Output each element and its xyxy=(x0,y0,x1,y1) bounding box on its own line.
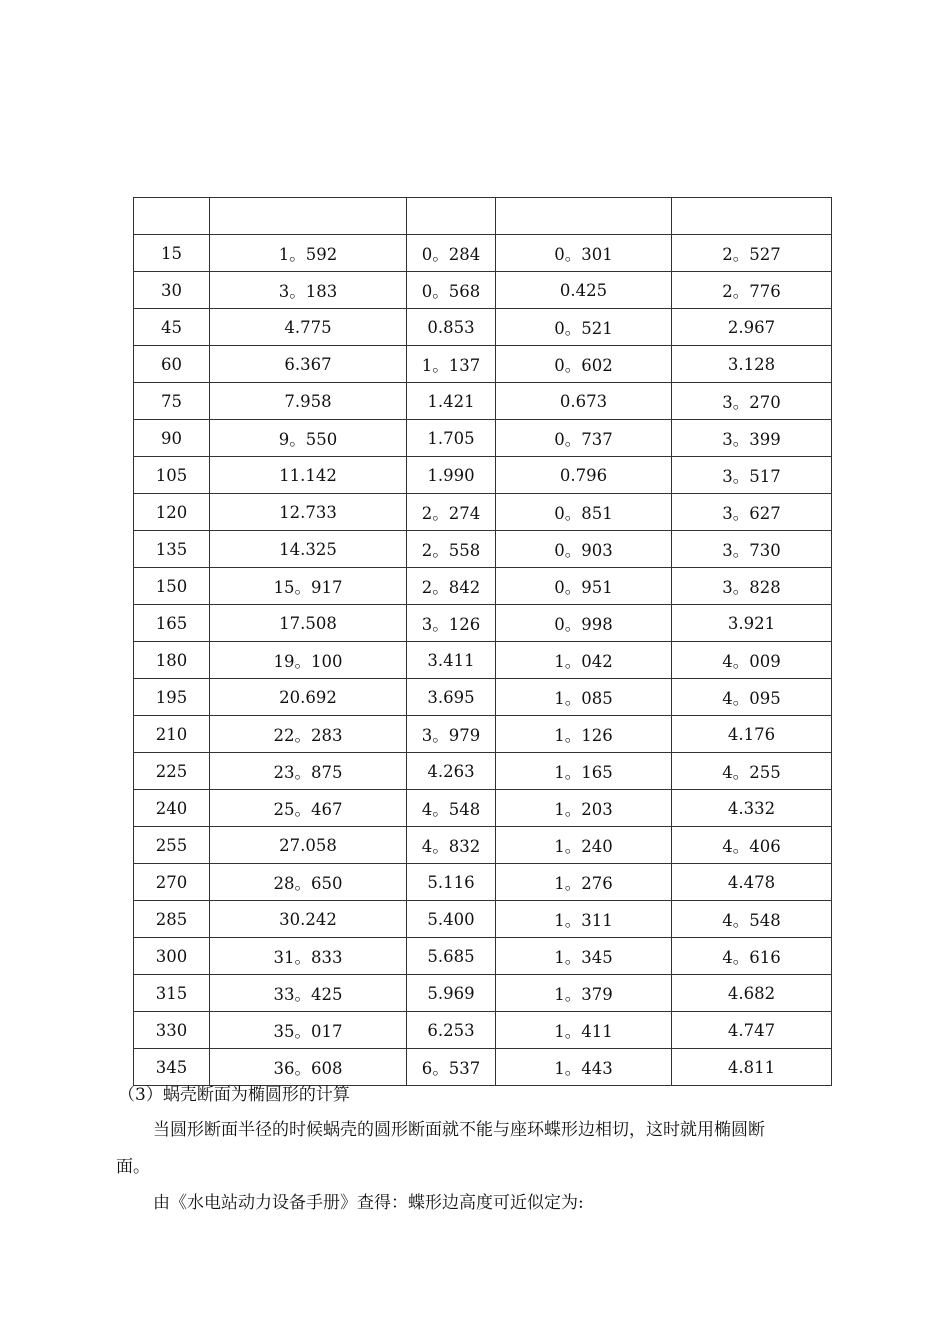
value-cell: 3。730 xyxy=(672,531,832,568)
paragraph: 由《水电站动力设备手册》查得：蝶形边高度可近似定为: xyxy=(153,1193,584,1213)
value-cell: 2。558 xyxy=(407,531,496,568)
value-cell: 1。137 xyxy=(407,346,496,383)
value-cell: 20.692 xyxy=(210,679,407,716)
value-cell: 2。527 xyxy=(672,235,832,272)
value-cell: 2。274 xyxy=(407,494,496,531)
value-cell: 0。737 xyxy=(496,420,672,457)
value-cell: 4.176 xyxy=(672,716,832,753)
angle-cell: 75 xyxy=(134,383,210,420)
value-cell: 0。602 xyxy=(496,346,672,383)
value-cell: 33。425 xyxy=(210,975,407,1012)
table-body xyxy=(134,198,832,1086)
value-cell: 17.508 xyxy=(210,605,407,642)
value-cell: 3.921 xyxy=(672,605,832,642)
value-cell: 2.967 xyxy=(672,309,832,346)
value-cell: 1。443 xyxy=(496,1049,672,1086)
paragraph-continuation: 面。 xyxy=(116,1157,150,1177)
value-cell: 3。126 xyxy=(407,605,496,642)
value-cell: 6。537 xyxy=(407,1049,496,1086)
value-cell: 3.411 xyxy=(407,642,496,679)
value-cell: 1.990 xyxy=(407,457,496,494)
value-cell: 4。009 xyxy=(672,642,832,679)
section-heading: （3）蜗壳断面为椭圆形的计算 xyxy=(118,1085,350,1105)
value-cell: 15。917 xyxy=(210,568,407,605)
value-cell: 1。126 xyxy=(496,716,672,753)
value-cell: 5.685 xyxy=(407,938,496,975)
table-row xyxy=(134,457,832,494)
value-cell: 3。183 xyxy=(210,272,407,309)
angle-cell: 240 xyxy=(134,790,210,827)
value-cell: 1.421 xyxy=(407,383,496,420)
value-cell: 23。875 xyxy=(210,753,407,790)
value-cell: 0。951 xyxy=(496,568,672,605)
table-row xyxy=(134,568,832,605)
value-cell: 3。627 xyxy=(672,494,832,531)
table-row xyxy=(134,235,832,272)
data-table xyxy=(133,197,832,1086)
value-cell: 0。568 xyxy=(407,272,496,309)
value-cell: 6.253 xyxy=(407,1012,496,1049)
value-cell: 4.263 xyxy=(407,753,496,790)
value-cell: 5.969 xyxy=(407,975,496,1012)
table-row xyxy=(134,753,832,790)
table-row xyxy=(134,827,832,864)
value-cell: 4。548 xyxy=(407,790,496,827)
value-cell: 1。411 xyxy=(496,1012,672,1049)
table-row xyxy=(134,938,832,975)
value-cell: 5.400 xyxy=(407,901,496,938)
value-cell: 1。042 xyxy=(496,642,672,679)
angle-cell: 315 xyxy=(134,975,210,1012)
value-cell: 3。399 xyxy=(672,420,832,457)
table-row xyxy=(134,346,832,383)
angle-cell: 165 xyxy=(134,605,210,642)
table-row xyxy=(134,420,832,457)
value-cell: 1。592 xyxy=(210,235,407,272)
table-row xyxy=(134,679,832,716)
value-cell: 2。842 xyxy=(407,568,496,605)
value-cell: 9。550 xyxy=(210,420,407,457)
table-row xyxy=(134,1012,832,1049)
value-cell: 4.811 xyxy=(672,1049,832,1086)
value-cell: 4。616 xyxy=(672,938,832,975)
value-cell: 4.478 xyxy=(672,864,832,901)
value-cell: 14.325 xyxy=(210,531,407,568)
value-cell: 1。345 xyxy=(496,938,672,975)
value-cell: 4.775 xyxy=(210,309,407,346)
value-cell: 4.332 xyxy=(672,790,832,827)
value-cell: 3。828 xyxy=(672,568,832,605)
angle-cell: 120 xyxy=(134,494,210,531)
value-cell: 1.705 xyxy=(407,420,496,457)
angle-cell: 135 xyxy=(134,531,210,568)
value-cell: 3.695 xyxy=(407,679,496,716)
angle-cell: 15 xyxy=(134,235,210,272)
value-cell: 1。085 xyxy=(496,679,672,716)
value-cell: 7.958 xyxy=(210,383,407,420)
table-row xyxy=(134,642,832,679)
value-cell: 0。998 xyxy=(496,605,672,642)
angle-cell: 300 xyxy=(134,938,210,975)
value-cell: 2。776 xyxy=(672,272,832,309)
angle-cell: 195 xyxy=(134,679,210,716)
value-cell: 28。650 xyxy=(210,864,407,901)
value-cell: 4。095 xyxy=(672,679,832,716)
table-row xyxy=(134,605,832,642)
value-cell: 12.733 xyxy=(210,494,407,531)
value-cell: 19。100 xyxy=(210,642,407,679)
table-row xyxy=(134,864,832,901)
value-cell: 0.853 xyxy=(407,309,496,346)
table-row xyxy=(134,309,832,346)
angle-cell: 105 xyxy=(134,457,210,494)
header-cell xyxy=(672,198,832,235)
value-cell: 1。379 xyxy=(496,975,672,1012)
paragraph: 当圆形断面半径的时候蜗壳的圆形断面就不能与座环蝶形边相切，这时就用椭圆断 xyxy=(153,1120,765,1140)
angle-cell: 210 xyxy=(134,716,210,753)
table-row xyxy=(134,494,832,531)
angle-cell: 90 xyxy=(134,420,210,457)
value-cell: 3。979 xyxy=(407,716,496,753)
value-cell: 0。903 xyxy=(496,531,672,568)
value-cell: 22。283 xyxy=(210,716,407,753)
value-cell: 11.142 xyxy=(210,457,407,494)
value-cell: 4。255 xyxy=(672,753,832,790)
table-header-row xyxy=(134,198,832,235)
value-cell: 1。165 xyxy=(496,753,672,790)
value-cell: 3.128 xyxy=(672,346,832,383)
value-cell: 0。284 xyxy=(407,235,496,272)
angle-cell: 60 xyxy=(134,346,210,383)
value-cell: 4。832 xyxy=(407,827,496,864)
table-row xyxy=(134,975,832,1012)
value-cell: 30.242 xyxy=(210,901,407,938)
value-cell: 3。270 xyxy=(672,383,832,420)
value-cell: 1。276 xyxy=(496,864,672,901)
angle-cell: 150 xyxy=(134,568,210,605)
value-cell: 0.796 xyxy=(496,457,672,494)
table-row xyxy=(134,531,832,568)
angle-cell: 45 xyxy=(134,309,210,346)
header-cell xyxy=(210,198,407,235)
angle-cell: 285 xyxy=(134,901,210,938)
table-row xyxy=(134,901,832,938)
angle-cell: 270 xyxy=(134,864,210,901)
value-cell: 5.116 xyxy=(407,864,496,901)
angle-cell: 225 xyxy=(134,753,210,790)
value-cell: 3。517 xyxy=(672,457,832,494)
angle-cell: 180 xyxy=(134,642,210,679)
angle-cell: 345 xyxy=(134,1049,210,1086)
table-row xyxy=(134,383,832,420)
table-row xyxy=(134,1049,832,1086)
value-cell: 31。833 xyxy=(210,938,407,975)
value-cell: 1。311 xyxy=(496,901,672,938)
value-cell: 0。521 xyxy=(496,309,672,346)
value-cell: 1。240 xyxy=(496,827,672,864)
header-cell xyxy=(496,198,672,235)
value-cell: 6.367 xyxy=(210,346,407,383)
value-cell: 4。548 xyxy=(672,901,832,938)
table-row xyxy=(134,272,832,309)
angle-cell: 30 xyxy=(134,272,210,309)
angle-cell: 255 xyxy=(134,827,210,864)
header-cell xyxy=(134,198,210,235)
value-cell: 4.682 xyxy=(672,975,832,1012)
table-row xyxy=(134,716,832,753)
value-cell: 35。017 xyxy=(210,1012,407,1049)
value-cell: 0。851 xyxy=(496,494,672,531)
value-cell: 25。467 xyxy=(210,790,407,827)
value-cell: 4.747 xyxy=(672,1012,832,1049)
value-cell: 0.673 xyxy=(496,383,672,420)
angle-cell: 330 xyxy=(134,1012,210,1049)
value-cell: 0.425 xyxy=(496,272,672,309)
table-row xyxy=(134,790,832,827)
value-cell: 27.058 xyxy=(210,827,407,864)
header-cell xyxy=(407,198,496,235)
value-cell: 1。203 xyxy=(496,790,672,827)
value-cell: 0。301 xyxy=(496,235,672,272)
value-cell: 4。406 xyxy=(672,827,832,864)
value-cell: 36。608 xyxy=(210,1049,407,1086)
